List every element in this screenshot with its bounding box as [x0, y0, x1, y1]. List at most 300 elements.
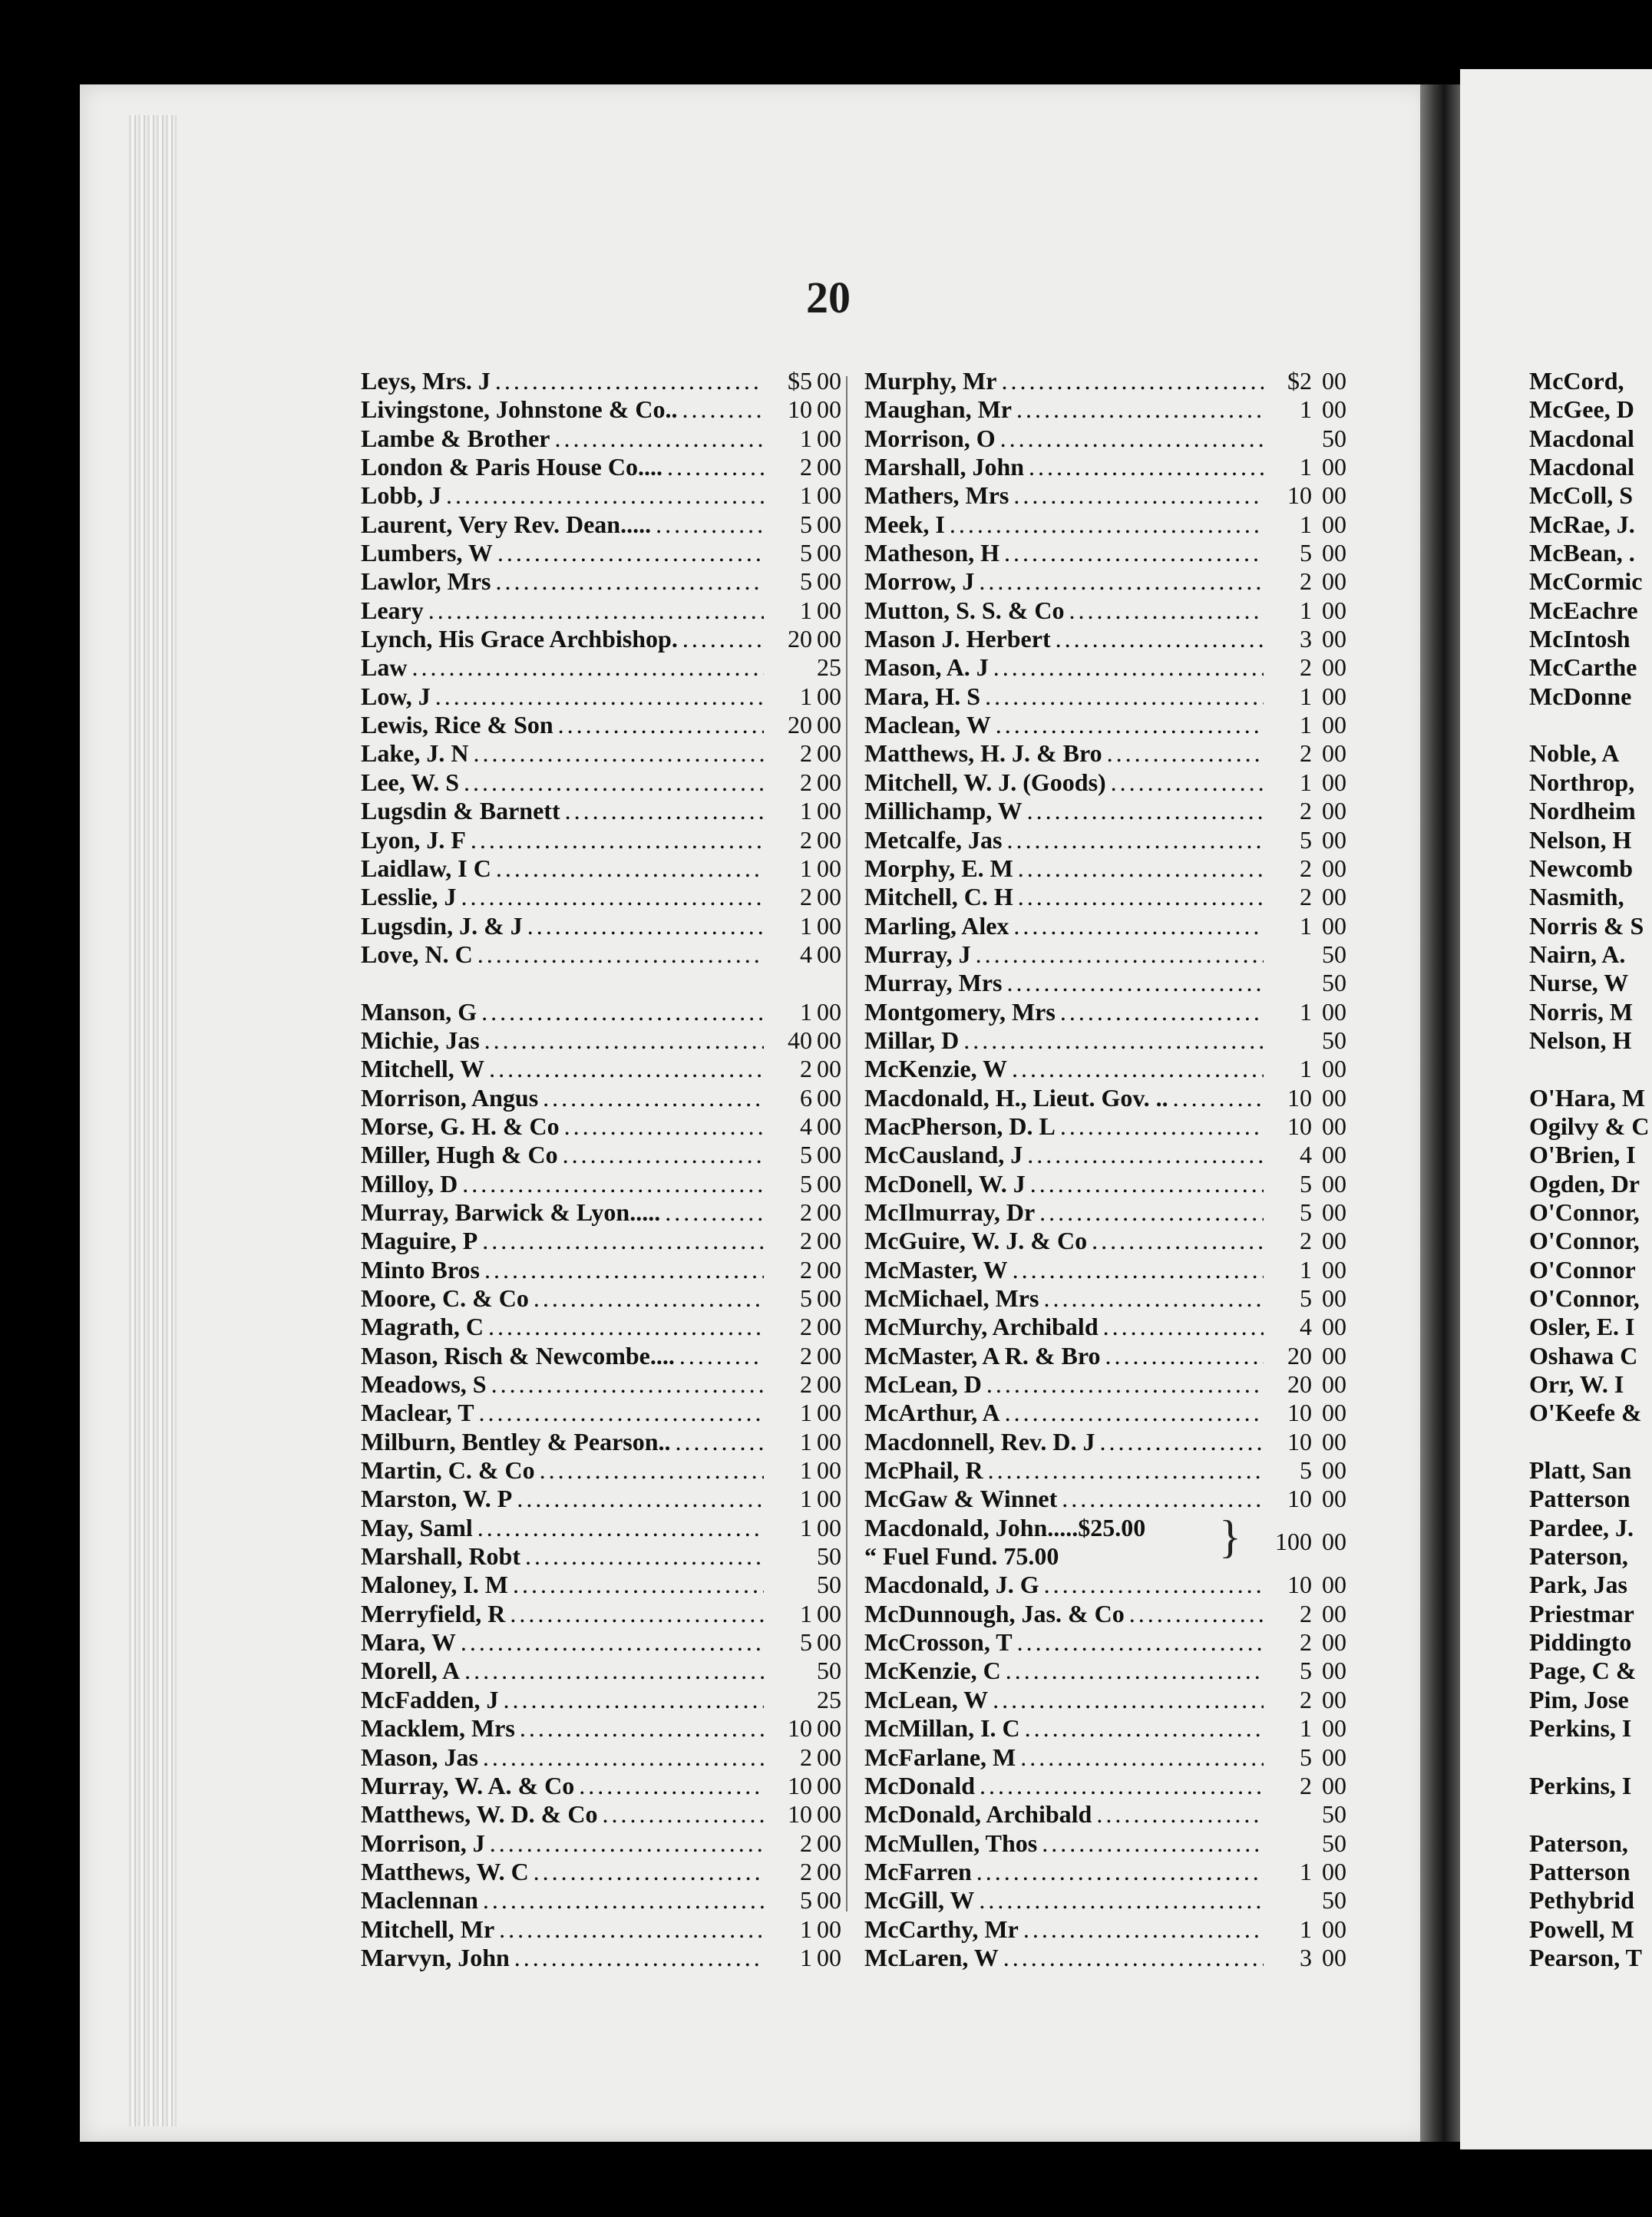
entry-name-box [864, 1026, 1264, 1055]
entry-name-box [864, 1743, 1264, 1772]
entry-name-box [864, 682, 1264, 711]
entry-subline: “ Fuel Fund. 75.00 [864, 1542, 1059, 1571]
entry-dollars: 1 [800, 1599, 812, 1627]
entry-name-box [864, 567, 1264, 596]
entry-dollars: 1 [800, 911, 812, 940]
entry-cents: 00 [817, 1141, 841, 1169]
entry-name: Macklem, Mrs ..... [361, 1714, 764, 1743]
entry-name: McMullen, Thos ..... [864, 1829, 1264, 1858]
entry-dollars: 4 [1300, 1141, 1312, 1169]
entry-dollars: 2 [1300, 883, 1312, 911]
entry-name: Manson, G ..... [361, 998, 764, 1026]
entry-dollars: 4 [800, 1112, 812, 1140]
entry-dollars: 5 [800, 1141, 812, 1169]
entry-row [864, 653, 1356, 682]
next-page-entry: McDonne [1529, 682, 1632, 710]
page-edges [129, 115, 177, 2126]
next-page-entry: O'Brien, I [1529, 1141, 1636, 1169]
entry-dollars: 5 [800, 510, 812, 538]
entry-dollars: 1 [1300, 1915, 1312, 1943]
entry-cents: 00 [1322, 1599, 1346, 1627]
entry-name: McCarthy, Mr ..... [864, 1915, 1264, 1944]
entry-row [361, 1342, 852, 1370]
entry-row [864, 1428, 1356, 1456]
entry-row [864, 969, 1356, 997]
entry-row [864, 1370, 1356, 1399]
entry-row [361, 1227, 852, 1255]
entry-row [361, 1800, 852, 1829]
entry-name: Leys, Mrs. J ..... [361, 367, 764, 395]
entry-name: Metcalfe, Jas ..... [864, 826, 1264, 854]
entry-name-box [864, 1772, 1264, 1800]
entry-row [361, 1026, 852, 1055]
entry-cents: 00 [817, 1284, 841, 1312]
entry-name: Lee, W. S ..... [361, 768, 764, 797]
entry-dollars: 10 [788, 1771, 812, 1799]
next-page-entry: Paterson, [1529, 1829, 1628, 1857]
entry-cents: 00 [1322, 911, 1346, 940]
entry-name: McPhail, R ..... [864, 1456, 1264, 1485]
entry-name-box [361, 539, 764, 567]
entry-cents: 50 [817, 1571, 841, 1599]
entry-dollars: 10 [1287, 1112, 1312, 1140]
entry-name: Lugsdin & Barnett ..... [361, 797, 764, 825]
entry-row [361, 1514, 852, 1542]
entry-name-box [864, 1112, 1264, 1141]
entry-name-box [361, 1141, 764, 1169]
entry-row [864, 1571, 1356, 1599]
entry-dollars: 5 [1300, 1284, 1312, 1312]
entry-cents: 00 [1322, 1628, 1346, 1657]
entry-cents: 00 [817, 1198, 841, 1226]
next-page-entry: O'Connor, [1529, 1227, 1640, 1255]
entry-name-box [864, 1370, 1264, 1399]
next-page-entry: Nordheim [1529, 797, 1636, 825]
entry-name-box [361, 826, 764, 854]
entry-row [361, 940, 852, 969]
entry-cents: 00 [817, 854, 841, 882]
entry-name-box [864, 998, 1264, 1026]
entry-name-box [361, 711, 764, 739]
entry-name-box [864, 653, 1264, 682]
entry-cents: 00 [1322, 1227, 1346, 1255]
entry-cents: 00 [1322, 1284, 1346, 1312]
next-page-entry: Pearson, T [1529, 1943, 1642, 1971]
entry-name: Mitchell, C. H ..... [864, 883, 1264, 911]
entry-row [361, 1141, 852, 1169]
entry-row [864, 1858, 1356, 1886]
entry-name-box [361, 1342, 764, 1370]
entry-dollars: 1 [800, 596, 812, 624]
entry-row [864, 1829, 1356, 1858]
entry-cents: 00 [817, 510, 841, 538]
entry-name-box [361, 1800, 764, 1829]
entry-row [361, 1399, 852, 1427]
entry-name-box [361, 1084, 764, 1112]
entry-name: Mitchell, W. J. (Goods) ..... [864, 768, 1264, 797]
entry-name-box [361, 596, 764, 625]
entry-cents: 00 [1322, 1313, 1346, 1341]
entry-row [361, 1628, 852, 1657]
entry-name-box [864, 1858, 1264, 1886]
entry-row [361, 1542, 852, 1571]
entry-name-box [361, 1055, 764, 1083]
entry-dollars: 6 [800, 1083, 812, 1112]
entry-name-box [361, 682, 764, 711]
entry-cents: 00 [1322, 1485, 1346, 1513]
entry-name: Lake, J. N ..... [361, 739, 764, 768]
entry-name-box [864, 1399, 1264, 1427]
entry-cents: 00 [817, 1829, 841, 1857]
entry-name-box [864, 1055, 1264, 1083]
entry-name: McCausland, J ..... [864, 1141, 1264, 1169]
subscription-column-right [864, 367, 1356, 1972]
entry-name: Lugsdin, J. & J ..... [361, 912, 764, 940]
entry-name: Lambe & Brother ..... [361, 425, 764, 453]
entry-name: Macdonald, H., Lieut. Gov. .. ..... [864, 1084, 1264, 1112]
next-page-entry: Macdonal [1529, 424, 1634, 452]
entry-row [361, 1772, 852, 1800]
entry-cents: 00 [817, 539, 841, 567]
entry-dollars: 1 [1300, 768, 1312, 796]
entry-cents: 00 [817, 1370, 841, 1399]
next-page-entry: McEachre [1529, 596, 1638, 624]
entry-name-box [361, 1514, 764, 1542]
entry-name-box [361, 1858, 764, 1886]
entry-row [864, 1686, 1356, 1714]
entry-name-box [864, 510, 1264, 539]
entry-cents: 00 [1322, 1857, 1346, 1885]
entry-name: Maloney, I. M ..... [361, 1571, 764, 1599]
section-spacer [361, 969, 852, 997]
entry-row [361, 539, 852, 567]
entry-dollars: 5 [800, 567, 812, 596]
entry-name: Matheson, H ..... [864, 539, 1264, 567]
next-page-entry: O'Connor, [1529, 1284, 1640, 1312]
entry-row [864, 1600, 1356, 1628]
entry-cents: 00 [1322, 1427, 1346, 1455]
entry-row [361, 1571, 852, 1599]
entry-row [864, 1170, 1356, 1198]
entry-name-box [361, 425, 764, 453]
entry-name-box [864, 1485, 1264, 1513]
entry-cents: 00 [1322, 539, 1346, 567]
next-page-entry: Priestmar [1529, 1599, 1634, 1627]
entry-name: Matthews, H. J. & Bro ..... [864, 739, 1264, 768]
entry-row [361, 1170, 852, 1198]
entry-dollars: 5 [800, 1284, 812, 1312]
next-page-entry [1529, 711, 1652, 739]
entry-row [864, 596, 1356, 625]
entry-name: Mason J. Herbert ..... [864, 625, 1264, 653]
entry-cents: 00 [1322, 367, 1346, 395]
entry-name-box [864, 1227, 1264, 1255]
entry-row [361, 1256, 852, 1284]
next-page-entry [1529, 1743, 1652, 1772]
entry-name: McLean, W ..... [864, 1686, 1264, 1714]
entry-dollars: 3 [1300, 1943, 1312, 1971]
entry-row [361, 625, 852, 653]
entry-row [361, 567, 852, 596]
entry-name-box [864, 1571, 1264, 1599]
entry-dollars: 2 [800, 1255, 812, 1284]
entry-row [361, 395, 852, 424]
entry-cents: 00 [1322, 510, 1346, 538]
entry-dollars: 2 [800, 1743, 812, 1771]
next-page-entry: Page, C & [1529, 1657, 1637, 1685]
entry-name-box [361, 1542, 764, 1571]
entry-row [864, 1342, 1356, 1370]
entry-name-box [864, 1313, 1264, 1341]
entry-dollars: 10 [1287, 1083, 1312, 1112]
entry-name: Montgomery, Mrs ..... [864, 998, 1264, 1026]
entry-dollars: 1 [800, 481, 812, 510]
next-page-entry [1529, 1428, 1652, 1456]
entry-row [361, 1829, 852, 1858]
entry-cents: 00 [1322, 1714, 1346, 1743]
entry-row [361, 1084, 852, 1112]
entry-dollars: 10 [1287, 1399, 1312, 1427]
entry-cents: 00 [817, 911, 841, 940]
entry-name: McGill, W ..... [864, 1886, 1264, 1915]
entry-dollars: 5 [1300, 1456, 1312, 1485]
entry-name-box [361, 883, 764, 911]
entry-cents: 25 [817, 653, 841, 682]
entry-dollars: 5 [1300, 1169, 1312, 1198]
entry-name: Lobb, J ..... [361, 481, 764, 510]
entry-row [864, 625, 1356, 653]
entry-dollars: 2 [1300, 1628, 1312, 1657]
entry-name: May, Saml ..... [361, 1514, 764, 1542]
next-page-entry: Newcomb [1529, 854, 1634, 882]
entry-name-box [864, 739, 1264, 768]
entry-cents: 00 [1322, 997, 1346, 1026]
next-page-entry: Powell, M [1529, 1915, 1634, 1943]
entry-row [361, 883, 852, 911]
entry-name: Livingstone, Johnstone & Co.. ..... [361, 395, 764, 424]
entry-cents: 00 [1322, 1456, 1346, 1485]
entry-cents: 00 [817, 1915, 841, 1943]
entry-dollars: 20 [1287, 1341, 1312, 1370]
entry-dollars: 10 [1287, 1571, 1312, 1599]
entry-cents: 00 [1322, 739, 1346, 768]
entry-name: Milloy, D ..... [361, 1170, 764, 1198]
entry-name: Lawlor, Mrs ..... [361, 567, 764, 596]
entry-dollars: 20 [788, 711, 812, 739]
entry-name: Maclear, T ..... [361, 1399, 764, 1427]
entry-name-box [361, 940, 764, 969]
entry-row [361, 1313, 852, 1341]
entry-cents: 00 [1322, 797, 1346, 825]
entry-name: McLaren, W ..... [864, 1944, 1264, 1972]
entry-name-box [361, 367, 764, 395]
entry-cents: 00 [817, 1026, 841, 1054]
entry-name-box [361, 1714, 764, 1743]
entry-cents: 00 [1322, 768, 1346, 796]
next-page-entry: McCord, [1529, 367, 1624, 395]
entry-name: Matthews, W. D. & Co ..... [361, 1800, 764, 1829]
entry-row [361, 711, 852, 739]
entry-name: Maguire, P ..... [361, 1227, 764, 1255]
entry-name: Minto Bros ..... [361, 1256, 764, 1284]
entry-name-box [864, 1628, 1264, 1657]
next-page-entry: Piddingto [1529, 1628, 1632, 1657]
entry-cents: 00 [817, 1055, 841, 1083]
entry-name-box [361, 1370, 764, 1399]
next-page-entry: Patterson [1529, 1485, 1631, 1513]
next-page-entry: Orr, W. I [1529, 1370, 1624, 1399]
entry-cents: 00 [817, 997, 841, 1026]
entry-name: Miller, Hugh & Co ..... [361, 1141, 764, 1169]
entry-row [361, 510, 852, 539]
entry-cents: 00 [817, 1399, 841, 1427]
entry-name-box [361, 1284, 764, 1313]
entry-dollars: $5 [788, 367, 812, 395]
entry-cents: 00 [817, 1255, 841, 1284]
entry-cents: 00 [1322, 1083, 1346, 1112]
entry-row [864, 682, 1356, 711]
next-page-entry [1529, 1055, 1652, 1083]
entry-dollars: 1 [1300, 510, 1312, 538]
entry-dollars: 2 [800, 1227, 812, 1255]
entry-name-box [864, 625, 1264, 653]
entry-name: McDunnough, Jas. & Co ..... [864, 1600, 1264, 1628]
entry-cents: 00 [817, 1112, 841, 1140]
entry-name: McKenzie, C ..... [864, 1657, 1264, 1685]
entry-dollars: 1 [800, 997, 812, 1026]
entry-name: Meek, I ..... [864, 510, 1264, 539]
entry-row [864, 854, 1356, 883]
entry-dollars: 2 [1300, 1227, 1312, 1255]
entry-name: Lumbers, W ..... [361, 539, 764, 567]
entry-dollars: 2 [800, 1055, 812, 1083]
next-page-entry [1529, 1800, 1652, 1829]
entry-cents: 50 [817, 1657, 841, 1685]
entry-name: Morrow, J ..... [864, 567, 1264, 596]
entry-row [864, 998, 1356, 1026]
entry-cents: 00 [1322, 1255, 1346, 1284]
entry-name-box [864, 453, 1264, 481]
entry-row [361, 367, 852, 395]
entry-name-box [864, 1829, 1264, 1858]
entry-cents: 00 [817, 596, 841, 624]
entry-row [361, 653, 852, 682]
entry-name: London & Paris House Co.... ..... [361, 453, 764, 481]
entry-name: Laurent, Very Rev. Dean..... ..... [361, 510, 764, 539]
entry-row [864, 1511, 1356, 1571]
next-page-entry: Paterson, [1529, 1542, 1628, 1571]
entry-name-box [361, 1686, 764, 1714]
entry-dollars: 2 [800, 825, 812, 854]
entry-name-box [864, 854, 1264, 883]
entry-cents: 00 [817, 1714, 841, 1743]
entry-name: Morrison, O ..... [864, 425, 1264, 453]
entry-cents: 00 [1322, 453, 1346, 481]
entry-name-box [361, 1227, 764, 1255]
entry-row [864, 1227, 1356, 1255]
entry-name-box [864, 596, 1264, 625]
entry-name: Marston, W. P ..... [361, 1485, 764, 1513]
entry-cents: 50 [1322, 1829, 1346, 1857]
entry-cents: 00 [817, 453, 841, 481]
entry-dollars: 10 [1287, 1485, 1312, 1513]
entry-row [864, 1915, 1356, 1944]
entry-cents: 50 [1322, 1886, 1346, 1915]
entry-name: Morrison, J ..... [361, 1829, 764, 1858]
entry-row [864, 1198, 1356, 1227]
entry-cents: 00 [1322, 596, 1346, 624]
next-page-entry: Perkins, I [1529, 1771, 1632, 1799]
entry-cents: 00 [1322, 1169, 1346, 1198]
entry-name: McDonald, Archibald ..... [864, 1800, 1264, 1829]
entry-name-box [361, 1571, 764, 1599]
entry-cents: 00 [817, 1169, 841, 1198]
entry-name: Leary ..... [361, 596, 764, 625]
entry-name-box [361, 768, 764, 797]
entry-row [864, 1026, 1356, 1055]
next-page-entry: Noble, A [1529, 739, 1620, 768]
entry-name-box [864, 1686, 1264, 1714]
entry-name-box [864, 940, 1264, 969]
entry-row [361, 1198, 852, 1227]
entry-dollars: 2 [1300, 1599, 1312, 1627]
entry-name-box [361, 1886, 764, 1915]
entry-name: McFarren ..... [864, 1858, 1264, 1886]
entry-name: McLean, D ..... [864, 1370, 1264, 1399]
entry-cents: 00 [817, 424, 841, 452]
entry-dollars: 1 [800, 854, 812, 882]
entry-cents: 00 [1322, 653, 1346, 682]
entry-row [864, 711, 1356, 739]
entry-name: Murphy, Mr ..... [864, 367, 1264, 395]
entry-name-box [361, 1600, 764, 1628]
entry-cents: 00 [817, 1456, 841, 1485]
entry-name: Marshall, Robt ..... [361, 1542, 764, 1571]
entry-row [361, 1370, 852, 1399]
entry-cents: 00 [817, 768, 841, 796]
entry-name: Macdonnell, Rev. D. J ..... [864, 1428, 1264, 1456]
entry-name-box [864, 711, 1264, 739]
entry-name-box [361, 453, 764, 481]
entry-cents: 00 [1322, 1399, 1346, 1427]
entry-cents: 00 [817, 739, 841, 768]
entry-dollars: 1 [800, 1915, 812, 1943]
entry-name: Merryfield, R ..... [361, 1600, 764, 1628]
entry-row [361, 1456, 852, 1485]
entry-cents: 00 [817, 481, 841, 510]
next-page-entry: Oshawa C [1529, 1341, 1638, 1370]
entry-name-box [361, 395, 764, 424]
entry-dollars: $2 [1287, 367, 1312, 395]
entry-cents: 00 [1322, 1112, 1346, 1140]
entry-row [864, 481, 1356, 510]
entry-name-box [864, 1428, 1264, 1456]
entry-cents: 00 [1322, 1527, 1346, 1555]
entry-dollars: 2 [1300, 1685, 1312, 1713]
entry-cents: 00 [817, 1771, 841, 1799]
next-page-entry: Osler, E. I [1529, 1313, 1635, 1341]
entry-cents: 00 [817, 1599, 841, 1627]
entry-cents: 00 [1322, 1141, 1346, 1169]
entry-name: McGaw & Winnet ..... [864, 1485, 1264, 1513]
entry-row [864, 940, 1356, 969]
entry-name: Matthews, W. C ..... [361, 1858, 764, 1886]
entry-cents: 00 [1322, 1771, 1346, 1799]
entry-cents: 00 [817, 1427, 841, 1455]
entry-row [361, 1600, 852, 1628]
entry-name: Moore, C. & Co ..... [361, 1284, 764, 1313]
entry-name: Maclennan ..... [361, 1886, 764, 1915]
